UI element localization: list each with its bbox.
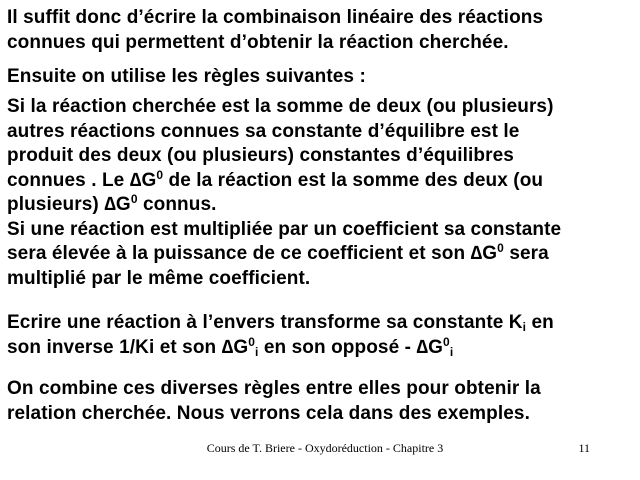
subscript: i	[449, 344, 454, 359]
paragraph-combine	[7, 377, 633, 426]
text-line: produit des deux (ou plusieurs) constantes d’équilibres	[7, 145, 514, 166]
subscript: i	[522, 320, 527, 334]
text-line	[7, 193, 633, 218]
text-run: sera élevée à la puissance de ce coefficient et son	[7, 243, 471, 264]
text-line: Si la réaction cherchée est la somme de deux (ou plusieurs)	[7, 96, 554, 117]
text-run: en son opposé -	[258, 336, 417, 358]
paragraph-rules	[7, 95, 633, 291]
text-run: connues . Le	[7, 169, 130, 191]
text-line	[7, 311, 633, 336]
text-line: multiplié par le même coefficient.	[7, 267, 311, 289]
text-line: connues qui permettent d’obtenir la réaction cherchée.	[7, 31, 509, 53]
text-line: Il suffit donc d’écrire la combinaison linéaire des réactions	[7, 7, 544, 28]
text-run: connus.	[137, 194, 217, 215]
subscript: i	[255, 344, 259, 359]
text-line: autres réactions connues sa constante d’équilibre est le	[7, 120, 520, 142]
paragraph-reverse	[7, 311, 633, 360]
text-run: en	[526, 312, 554, 333]
footer-course-title: Cours de T. Briere - Oxydoréduction - Chapitre 3	[206, 441, 444, 455]
paragraph-rules-heading	[7, 65, 633, 90]
text-line: On combine ces diverses règles entre elles pour obtenir la	[7, 378, 541, 399]
text-run: son inverse 1/Ki et son	[7, 336, 222, 358]
delta-g0-symbol: $\Delta G^0$	[470, 241, 504, 264]
delta-g0-symbol: $\Delta G^0$	[416, 334, 450, 358]
page-number: 11	[578, 441, 590, 455]
delta-g0-symbol: $\Delta G^0$	[221, 334, 256, 358]
text-line	[7, 169, 633, 194]
text-run: sera	[503, 243, 549, 264]
text-line: Ensuite on utilise les règles suivantes :	[7, 66, 366, 87]
text-line	[7, 242, 633, 267]
text-run: plusieurs)	[7, 194, 105, 215]
text-run: Ecrire une réaction à l’envers transforme sa constante K	[7, 312, 523, 333]
text-line	[7, 336, 633, 361]
delta-g0-symbol: $\Delta G^0$	[129, 167, 164, 191]
text-line: Si une réaction est multipliée par un coefficient sa constante	[7, 218, 562, 240]
text-run: de la réaction est la somme des deux (ou	[163, 169, 544, 191]
text-line: relation cherchée. Nous verrons cela dans des exemples.	[7, 402, 530, 424]
paragraph-intro	[7, 6, 633, 55]
delta-g0-symbol: $\Delta G^0$	[104, 192, 138, 215]
